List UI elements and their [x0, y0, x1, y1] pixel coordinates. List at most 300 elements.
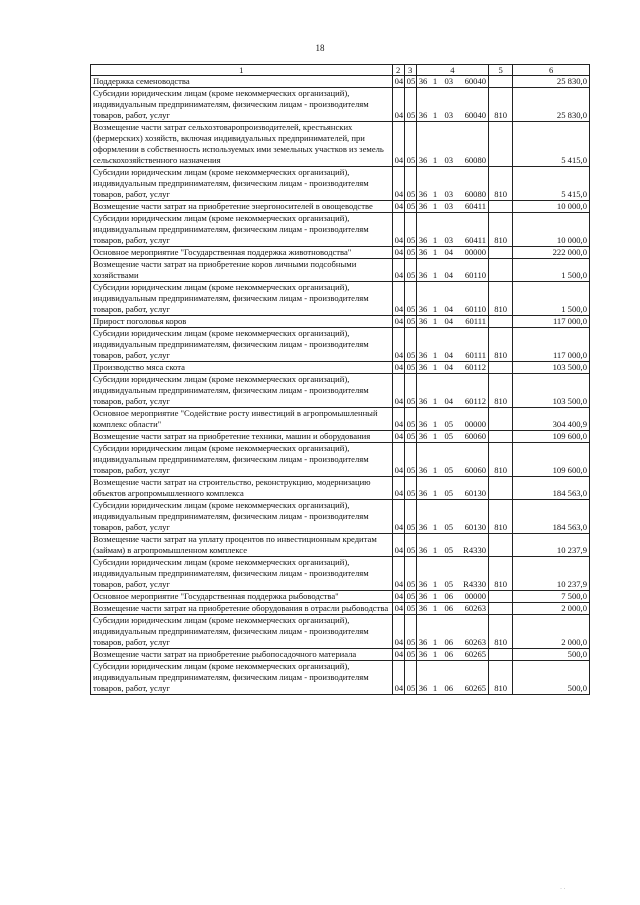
target-article-part: 60060 — [464, 465, 487, 475]
table-row — [91, 213, 590, 247]
target-article-part: 36 — [418, 545, 428, 555]
row-amount: 500,0 — [513, 661, 590, 695]
row-section-code: 04 — [392, 88, 404, 122]
target-article-part: 36 — [418, 235, 428, 245]
table-row — [91, 122, 590, 167]
target-article-parts — [417, 304, 488, 315]
row-subsection-code: 05 — [404, 167, 416, 201]
row-subsection-code: 05 — [404, 477, 416, 500]
row-section-code: 04 — [392, 328, 404, 362]
target-article-parts — [417, 350, 488, 361]
target-article-parts — [417, 522, 488, 533]
target-article-parts — [417, 465, 488, 476]
target-article-part: 05 — [444, 579, 454, 589]
target-article-parts — [417, 362, 488, 373]
row-target-article — [416, 167, 488, 201]
target-article-part: 60110 — [464, 270, 487, 280]
row-subsection-code: 05 — [404, 328, 416, 362]
row-expense-type — [489, 362, 513, 374]
row-target-article — [416, 534, 488, 557]
target-article-part: R4330 — [463, 579, 487, 589]
target-article-parts — [417, 683, 488, 694]
row-name: Производство мяса скота — [91, 362, 393, 374]
row-target-article — [416, 316, 488, 328]
row-amount: 222 000,0 — [513, 247, 590, 259]
row-target-article — [416, 362, 488, 374]
row-target-article — [416, 201, 488, 213]
header-col-6: 6 — [513, 65, 590, 76]
row-section-code: 04 — [392, 167, 404, 201]
target-article-parts — [417, 419, 488, 430]
table-row — [91, 615, 590, 649]
header-col-5: 5 — [489, 65, 513, 76]
target-article-part: 06 — [444, 603, 454, 613]
target-article-part: 36 — [418, 110, 428, 120]
row-expense-type: 810 — [489, 88, 513, 122]
table-row — [91, 649, 590, 661]
target-article-part: 1 — [432, 637, 438, 647]
target-article-part: 36 — [418, 270, 428, 280]
target-article-part: 60265 — [464, 683, 487, 693]
row-name: Основное мероприятие "Содействие росту инвестиций в агропромышленный комплекс области" — [91, 408, 393, 431]
row-subsection-code: 05 — [404, 374, 416, 408]
target-article-part: 36 — [418, 465, 428, 475]
row-expense-type — [489, 122, 513, 167]
target-article-part: 03 — [444, 155, 454, 165]
target-article-part: 1 — [432, 201, 438, 211]
table-row — [91, 374, 590, 408]
target-article-part: 1 — [432, 683, 438, 693]
target-article-part: 1 — [432, 362, 438, 372]
table-row — [91, 534, 590, 557]
target-article-parts — [417, 316, 488, 327]
row-section-code: 04 — [392, 649, 404, 661]
row-subsection-code: 05 — [404, 649, 416, 661]
target-article-parts — [417, 189, 488, 200]
row-name: Поддержка семеноводства — [91, 76, 393, 88]
row-amount: 109 600,0 — [513, 443, 590, 477]
target-article-parts — [417, 270, 488, 281]
row-amount: 25 830,0 — [513, 76, 590, 88]
row-amount: 10 000,0 — [513, 213, 590, 247]
target-article-part: 60111 — [465, 350, 487, 360]
row-name: Прирост поголовья коров — [91, 316, 393, 328]
row-section-code: 04 — [392, 259, 404, 282]
row-expense-type — [489, 408, 513, 431]
target-article-part: 1 — [432, 396, 438, 406]
row-expense-type — [489, 259, 513, 282]
target-article-part: 60111 — [465, 316, 487, 326]
row-target-article — [416, 282, 488, 316]
row-amount: 2 000,0 — [513, 615, 590, 649]
row-name: Основное мероприятие "Государственная поддержка животноводства" — [91, 247, 393, 259]
header-col-1: 1 — [91, 65, 393, 76]
row-section-code: 04 — [392, 603, 404, 615]
target-article-part: 05 — [444, 488, 454, 498]
row-subsection-code: 05 — [404, 557, 416, 591]
target-article-part: 60080 — [464, 189, 487, 199]
row-subsection-code: 05 — [404, 122, 416, 167]
target-article-part: 36 — [418, 316, 428, 326]
target-article-part: 04 — [444, 304, 454, 314]
target-article-part: R4330 — [463, 545, 487, 555]
row-target-article — [416, 328, 488, 362]
target-article-part: 1 — [432, 649, 438, 659]
table-row — [91, 661, 590, 695]
row-amount: 1 500,0 — [513, 259, 590, 282]
row-amount: 103 500,0 — [513, 374, 590, 408]
row-target-article — [416, 76, 488, 88]
row-amount: 117 000,0 — [513, 328, 590, 362]
row-subsection-code: 05 — [404, 76, 416, 88]
target-article-part: 60130 — [464, 488, 487, 498]
target-article-part: 03 — [444, 76, 454, 86]
target-article-part: 05 — [444, 419, 454, 429]
target-article-part: 1 — [432, 316, 438, 326]
header-col-2: 2 — [392, 65, 404, 76]
table-row — [91, 603, 590, 615]
target-article-part: 03 — [444, 189, 454, 199]
row-target-article — [416, 431, 488, 443]
row-amount: 304 400,9 — [513, 408, 590, 431]
row-expense-type — [489, 477, 513, 500]
target-article-part: 1 — [432, 591, 438, 601]
row-target-article — [416, 247, 488, 259]
target-article-parts — [417, 396, 488, 407]
row-name: Возмещение части затрат на строительство, реконструкцию, модернизацию объектов агропромышленного комплекса — [91, 477, 393, 500]
row-section-code: 04 — [392, 534, 404, 557]
target-article-part: 1 — [432, 247, 438, 257]
row-subsection-code: 05 — [404, 362, 416, 374]
target-article-part: 60265 — [464, 649, 487, 659]
row-expense-type: 810 — [489, 282, 513, 316]
table-row — [91, 328, 590, 362]
target-article-part: 36 — [418, 649, 428, 659]
target-article-part: 06 — [444, 649, 454, 659]
target-article-part: 03 — [444, 235, 454, 245]
row-expense-type — [489, 649, 513, 661]
row-name: Возмещение части затрат на приобретение рыбопосадочного материала — [91, 649, 393, 661]
row-amount: 10 237,9 — [513, 557, 590, 591]
table-row — [91, 431, 590, 443]
table-row — [91, 316, 590, 328]
row-amount: 109 600,0 — [513, 431, 590, 443]
row-target-article — [416, 88, 488, 122]
target-article-part: 60040 — [464, 110, 487, 120]
target-article-part: 05 — [444, 545, 454, 555]
row-name: Возмещение части затрат на уплату процентов по инвестиционным кредитам (займам) в агропромышленном комплексе — [91, 534, 393, 557]
table-header-row — [91, 65, 590, 76]
table-row — [91, 88, 590, 122]
row-subsection-code: 05 — [404, 534, 416, 557]
target-article-part: 36 — [418, 155, 428, 165]
row-subsection-code: 05 — [404, 88, 416, 122]
target-article-part: 1 — [432, 76, 438, 86]
target-article-part: 60263 — [464, 637, 487, 647]
target-article-part: 06 — [444, 591, 454, 601]
row-subsection-code: 05 — [404, 603, 416, 615]
row-subsection-code: 05 — [404, 282, 416, 316]
target-article-part: 05 — [444, 522, 454, 532]
target-article-part: 00000 — [464, 247, 487, 257]
target-article-part: 00000 — [464, 591, 487, 601]
table-row — [91, 362, 590, 374]
row-target-article — [416, 500, 488, 534]
row-expense-type: 810 — [489, 374, 513, 408]
target-article-parts — [417, 110, 488, 121]
target-article-part: 36 — [418, 362, 428, 372]
row-amount: 7 500,0 — [513, 591, 590, 603]
target-article-part: 1 — [432, 419, 438, 429]
row-section-code: 04 — [392, 591, 404, 603]
corner-mark: ˙ ˙ — [560, 888, 566, 894]
target-article-part: 00000 — [464, 419, 487, 429]
row-subsection-code: 05 — [404, 500, 416, 534]
target-article-part: 1 — [432, 155, 438, 165]
row-name: Субсидии юридическим лицам (кроме некоммерческих организаций), индивидуальным предпринимателям, физическим лицам - производителям товаров, работ, услуг — [91, 443, 393, 477]
row-amount: 5 415,0 — [513, 167, 590, 201]
row-section-code: 04 — [392, 374, 404, 408]
row-subsection-code: 05 — [404, 661, 416, 695]
row-name: Субсидии юридическим лицам (кроме некоммерческих организаций), индивидуальным предпринимателям, физическим лицам - производителям товаров, работ, услуг — [91, 328, 393, 362]
row-name: Субсидии юридическим лицам (кроме некоммерческих организаций), индивидуальным предпринимателям, физическим лицам - производителям товаров, работ, услуг — [91, 167, 393, 201]
target-article-part: 36 — [418, 579, 428, 589]
table-row — [91, 76, 590, 88]
row-expense-type: 810 — [489, 661, 513, 695]
target-article-part: 60112 — [464, 396, 487, 406]
target-article-parts — [417, 488, 488, 499]
row-section-code: 04 — [392, 443, 404, 477]
row-section-code: 04 — [392, 213, 404, 247]
row-expense-type: 810 — [489, 557, 513, 591]
row-target-article — [416, 477, 488, 500]
row-section-code: 04 — [392, 500, 404, 534]
row-amount: 1 500,0 — [513, 282, 590, 316]
row-name: Возмещение части затрат на приобретение коров личными подсобными хозяйствами — [91, 259, 393, 282]
table-row — [91, 247, 590, 259]
target-article-part: 04 — [444, 362, 454, 372]
target-article-part: 1 — [432, 350, 438, 360]
target-article-part: 04 — [444, 316, 454, 326]
row-expense-type — [489, 591, 513, 603]
row-target-article — [416, 259, 488, 282]
target-article-parts — [417, 431, 488, 442]
target-article-part: 36 — [418, 76, 428, 86]
row-amount: 10 000,0 — [513, 201, 590, 213]
target-article-parts — [417, 76, 488, 87]
row-expense-type: 810 — [489, 213, 513, 247]
row-name: Субсидии юридическим лицам (кроме некоммерческих организаций), индивидуальным предпринимателям, физическим лицам - производителям товаров, работ, услуг — [91, 661, 393, 695]
row-name: Возмещение части затрат на приобретение энергоносителей в овощеводстве — [91, 201, 393, 213]
table-row — [91, 477, 590, 500]
target-article-part: 36 — [418, 419, 428, 429]
target-article-part: 1 — [432, 545, 438, 555]
row-target-article — [416, 591, 488, 603]
row-expense-type — [489, 603, 513, 615]
target-article-part: 36 — [418, 201, 428, 211]
row-target-article — [416, 649, 488, 661]
target-article-part: 1 — [432, 235, 438, 245]
target-article-part: 60110 — [464, 304, 487, 314]
row-name: Субсидии юридическим лицам (кроме некоммерческих организаций), индивидуальным предпринимателям, физическим лицам - производителям товаров, работ, услуг — [91, 282, 393, 316]
target-article-part: 03 — [444, 110, 454, 120]
row-amount: 10 237,9 — [513, 534, 590, 557]
table-row — [91, 201, 590, 213]
target-article-parts — [417, 155, 488, 166]
target-article-part: 1 — [432, 488, 438, 498]
target-article-part: 36 — [418, 304, 428, 314]
page-number: 18 — [315, 43, 325, 53]
row-amount: 25 830,0 — [513, 88, 590, 122]
target-article-parts — [417, 603, 488, 614]
row-target-article — [416, 603, 488, 615]
target-article-parts — [417, 201, 488, 212]
header-col-3: 3 — [404, 65, 416, 76]
target-article-part: 36 — [418, 488, 428, 498]
row-section-code: 04 — [392, 615, 404, 649]
row-subsection-code: 05 — [404, 201, 416, 213]
row-expense-type: 810 — [489, 328, 513, 362]
row-amount: 2 000,0 — [513, 603, 590, 615]
row-section-code: 04 — [392, 477, 404, 500]
row-subsection-code: 05 — [404, 316, 416, 328]
target-article-part: 36 — [418, 396, 428, 406]
row-amount: 500,0 — [513, 649, 590, 661]
row-expense-type: 810 — [489, 500, 513, 534]
target-article-part: 60411 — [464, 201, 487, 211]
row-subsection-code: 05 — [404, 259, 416, 282]
row-subsection-code: 05 — [404, 213, 416, 247]
row-target-article — [416, 408, 488, 431]
table-row — [91, 259, 590, 282]
row-subsection-code: 05 — [404, 615, 416, 649]
row-subsection-code: 05 — [404, 408, 416, 431]
target-article-part: 36 — [418, 189, 428, 199]
row-target-article — [416, 443, 488, 477]
target-article-part: 60263 — [464, 603, 487, 613]
row-name: Субсидии юридическим лицам (кроме некоммерческих организаций), индивидуальным предпринимателям, физическим лицам - производителям товаров, работ, услуг — [91, 374, 393, 408]
row-name: Субсидии юридическим лицам (кроме некоммерческих организаций), индивидуальным предпринимателям, физическим лицам - производителям товаров, работ, услуг — [91, 88, 393, 122]
row-name: Субсидии юридическим лицам (кроме некоммерческих организаций), индивидуальным предпринимателям, физическим лицам - производителям товаров, работ, услуг — [91, 500, 393, 534]
row-expense-type — [489, 316, 513, 328]
row-target-article — [416, 122, 488, 167]
target-article-part: 06 — [444, 637, 454, 647]
target-article-part: 1 — [432, 465, 438, 475]
target-article-part: 60060 — [464, 431, 487, 441]
row-expense-type — [489, 76, 513, 88]
target-article-parts — [417, 545, 488, 556]
table-row — [91, 282, 590, 316]
target-article-part: 05 — [444, 465, 454, 475]
row-subsection-code: 05 — [404, 247, 416, 259]
row-amount: 117 000,0 — [513, 316, 590, 328]
target-article-part: 60040 — [464, 76, 487, 86]
row-section-code: 04 — [392, 431, 404, 443]
row-section-code: 04 — [392, 201, 404, 213]
table-row — [91, 443, 590, 477]
row-section-code: 04 — [392, 316, 404, 328]
target-article-part: 03 — [444, 201, 454, 211]
table-row — [91, 591, 590, 603]
row-name: Возмещение части затрат сельхозтоваропроизводителей, крестьянских (фермерских) хозяйств, включая индивидуальных предпринимателей, при оформлении в собственность используемых ими земельных участков из земель сельскохозяйственного назначения — [91, 122, 393, 167]
row-target-article — [416, 557, 488, 591]
target-article-parts — [417, 649, 488, 660]
target-article-part: 1 — [432, 431, 438, 441]
target-article-part: 60080 — [464, 155, 487, 165]
target-article-part: 1 — [432, 579, 438, 589]
target-article-part: 60112 — [464, 362, 487, 372]
target-article-part: 36 — [418, 522, 428, 532]
row-expense-type — [489, 201, 513, 213]
row-section-code: 04 — [392, 76, 404, 88]
table-row — [91, 557, 590, 591]
target-article-part: 1 — [432, 304, 438, 314]
row-section-code: 04 — [392, 362, 404, 374]
row-subsection-code: 05 — [404, 591, 416, 603]
row-name: Возмещение части затрат на приобретение техники, машин и оборудования — [91, 431, 393, 443]
row-amount: 184 563,0 — [513, 477, 590, 500]
table-row — [91, 500, 590, 534]
table-row — [91, 408, 590, 431]
row-amount: 103 500,0 — [513, 362, 590, 374]
row-name: Возмещение части затрат на приобретение оборудования в отрасли рыбоводства — [91, 603, 393, 615]
row-name: Субсидии юридическим лицам (кроме некоммерческих организаций), индивидуальным предпринимателям, физическим лицам - производителям товаров, работ, услуг — [91, 557, 393, 591]
target-article-part: 04 — [444, 396, 454, 406]
row-section-code: 04 — [392, 122, 404, 167]
target-article-part: 04 — [444, 350, 454, 360]
target-article-parts — [417, 591, 488, 602]
target-article-part: 36 — [418, 247, 428, 257]
target-article-part: 05 — [444, 431, 454, 441]
target-article-parts — [417, 247, 488, 258]
row-amount: 184 563,0 — [513, 500, 590, 534]
header-col-4: 4 — [416, 65, 488, 76]
row-amount: 5 415,0 — [513, 122, 590, 167]
row-target-article — [416, 374, 488, 408]
target-article-part: 36 — [418, 683, 428, 693]
target-article-parts — [417, 637, 488, 648]
target-article-part: 60411 — [464, 235, 487, 245]
row-subsection-code: 05 — [404, 443, 416, 477]
row-expense-type — [489, 431, 513, 443]
target-article-part: 1 — [432, 603, 438, 613]
row-section-code: 04 — [392, 282, 404, 316]
row-name: Субсидии юридическим лицам (кроме некоммерческих организаций), индивидуальным предпринимателям, физическим лицам - производителям товаров, работ, услуг — [91, 615, 393, 649]
row-expense-type: 810 — [489, 167, 513, 201]
row-section-code: 04 — [392, 557, 404, 591]
row-target-article — [416, 213, 488, 247]
target-article-part: 36 — [418, 637, 428, 647]
target-article-part: 36 — [418, 591, 428, 601]
row-name: Основное мероприятие "Государственная поддержка рыбоводства" — [91, 591, 393, 603]
target-article-part: 36 — [418, 431, 428, 441]
table-row — [91, 167, 590, 201]
row-expense-type: 810 — [489, 615, 513, 649]
target-article-part: 36 — [418, 350, 428, 360]
target-article-part: 04 — [444, 247, 454, 257]
target-article-part: 1 — [432, 522, 438, 532]
target-article-part: 04 — [444, 270, 454, 280]
target-article-part: 36 — [418, 603, 428, 613]
row-section-code: 04 — [392, 408, 404, 431]
target-article-part: 1 — [432, 189, 438, 199]
budget-table — [90, 64, 590, 695]
budget-table-body — [91, 65, 590, 695]
target-article-parts — [417, 235, 488, 246]
target-article-part: 60130 — [464, 522, 487, 532]
row-target-article — [416, 615, 488, 649]
row-expense-type — [489, 534, 513, 557]
